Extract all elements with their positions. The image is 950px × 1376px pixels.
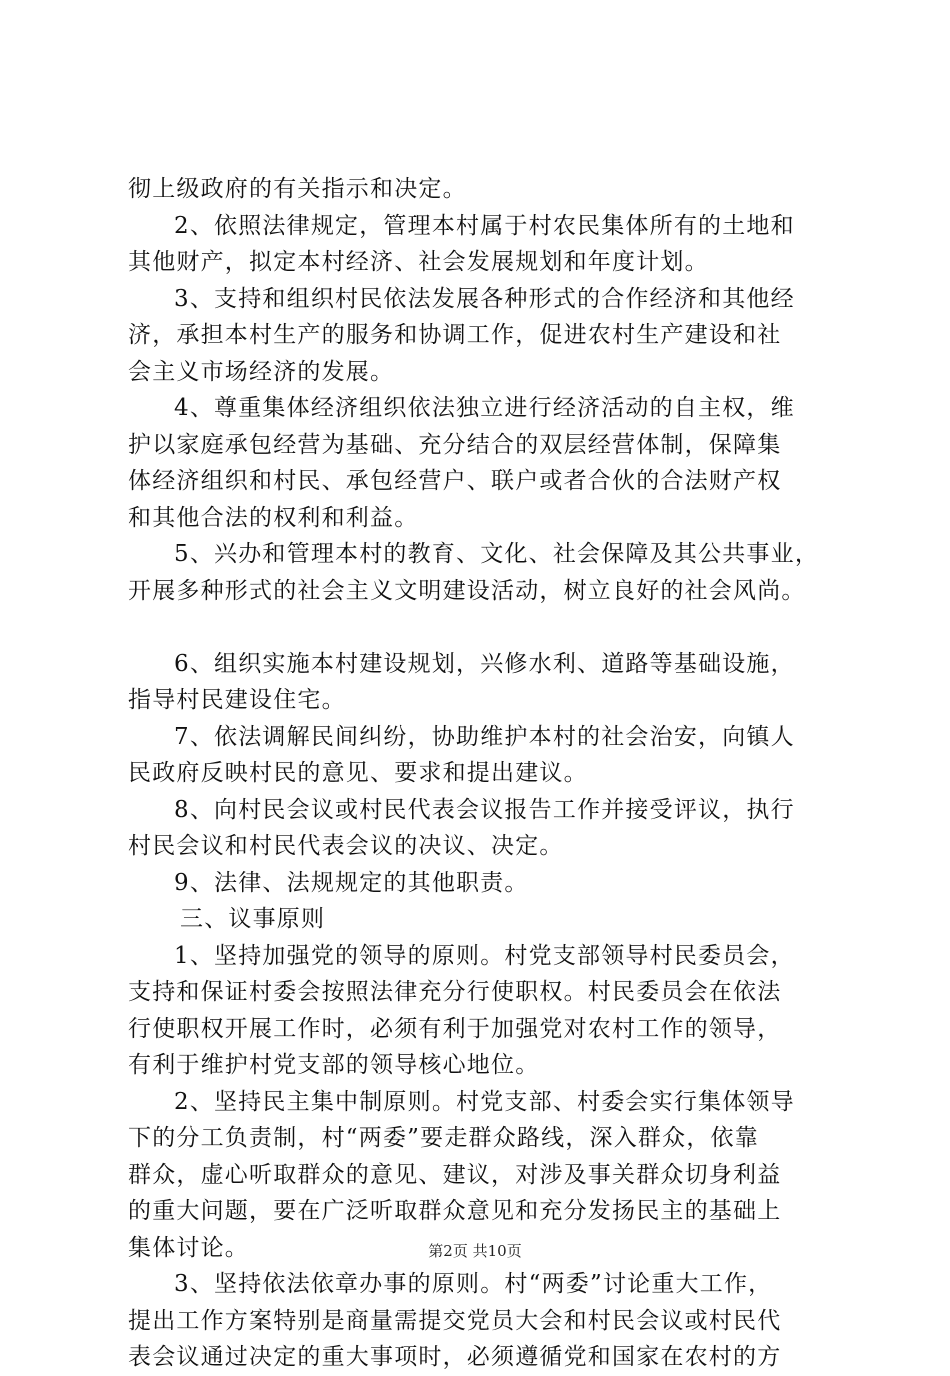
text-line: 村民会议和村民代表会议的决议、决定。: [128, 833, 564, 859]
text-line: 的重大问题，要在广泛听取群众意见和充分发扬民主的基础上: [128, 1198, 782, 1224]
text-line: 提出工作方案特别是商量需提交党员大会和村民会议或村民代: [128, 1307, 782, 1334]
text-line: 7、依法调解民间纠纷，协助维护本村的社会治安，向镇人: [174, 723, 795, 750]
text-line: 支持和保证村委会按照法律充分行使职权。村民委员会在依法: [128, 979, 782, 1005]
text-line: 开展多种形式的社会主义文明建设活动，树立良好的社会风尚。: [128, 577, 806, 604]
text-line: 5、兴办和管理本村的教育、文化、社会保障及其公共事业，: [174, 541, 820, 567]
text-line: 下的分工负责制，村“两委”要走群众路线，深入群众，依靠: [128, 1125, 759, 1151]
section-heading: 三、议事原则: [180, 906, 326, 932]
text-line: 民政府反映村民的意见、要求和提出建议。: [128, 760, 588, 786]
text-line: 4、尊重集体经济组织依法独立进行经济活动的自主权，维: [174, 395, 795, 421]
text-line: 1、坚持加强党的领导的原则。村党支部领导村民委员会，: [174, 942, 795, 969]
text-line: 集体讨论。: [128, 1234, 249, 1261]
text-line: 3、支持和组织村民依法发展各种形式的合作经济和其他经: [174, 285, 795, 312]
text-line: 8、向村民会议或村民代表会议报告工作并接受评议，执行: [174, 796, 795, 823]
text-line: 2、依照法律规定，管理本村属于村农民集体所有的土地和: [174, 212, 795, 239]
text-line: 3、坚持依法依章办事的原则。村“两委”讨论重大工作，: [174, 1271, 773, 1297]
text-line: 2、坚持民主集中制原则。村党支部、村委会实行集体领导: [174, 1088, 795, 1115]
text-line: 其他财产，拟定本村经济、社会发展规划和年度计划。: [128, 249, 709, 275]
text-line: 行使职权开展工作时，必须有利于加强党对农村工作的领导，: [128, 1015, 782, 1042]
text-line: 指导村民建设住宅。: [128, 687, 346, 713]
text-line: 彻上级政府的有关指示和决定。: [128, 176, 467, 202]
text-line: 表会议通过决定的重大事项时，必须遵循党和国家在农村的方: [128, 1344, 782, 1370]
text-line: 9、法律、法规规定的其他职责。: [174, 869, 529, 896]
text-line: 护以家庭承包经营为基础、充分结合的双层经营体制，保障集: [128, 431, 782, 458]
text-line: 体经济组织和村民、承包经营户、联户或者合伙的合法财产权: [128, 468, 782, 494]
text-line: 群众，虚心听取群众的意见、建议，对涉及事关群众切身利益: [128, 1161, 782, 1188]
document-body: [128, 171, 848, 1376]
text-line: 会主义市场经济的发展。: [128, 358, 395, 385]
text-line: 济，承担本村生产的服务和协调工作，促进农村生产建设和社: [128, 322, 782, 348]
blank-line: [128, 609, 848, 646]
page-number-footer: 第2页 共10页: [428, 1242, 522, 1260]
text-line: 6、组织实施本村建设规划，兴修水利、道路等基础设施，: [174, 650, 795, 677]
text-line: 和其他合法的权利和利益。: [128, 504, 419, 531]
text-line: 有利于维护村党支部的领导核心地位。: [128, 1052, 540, 1078]
